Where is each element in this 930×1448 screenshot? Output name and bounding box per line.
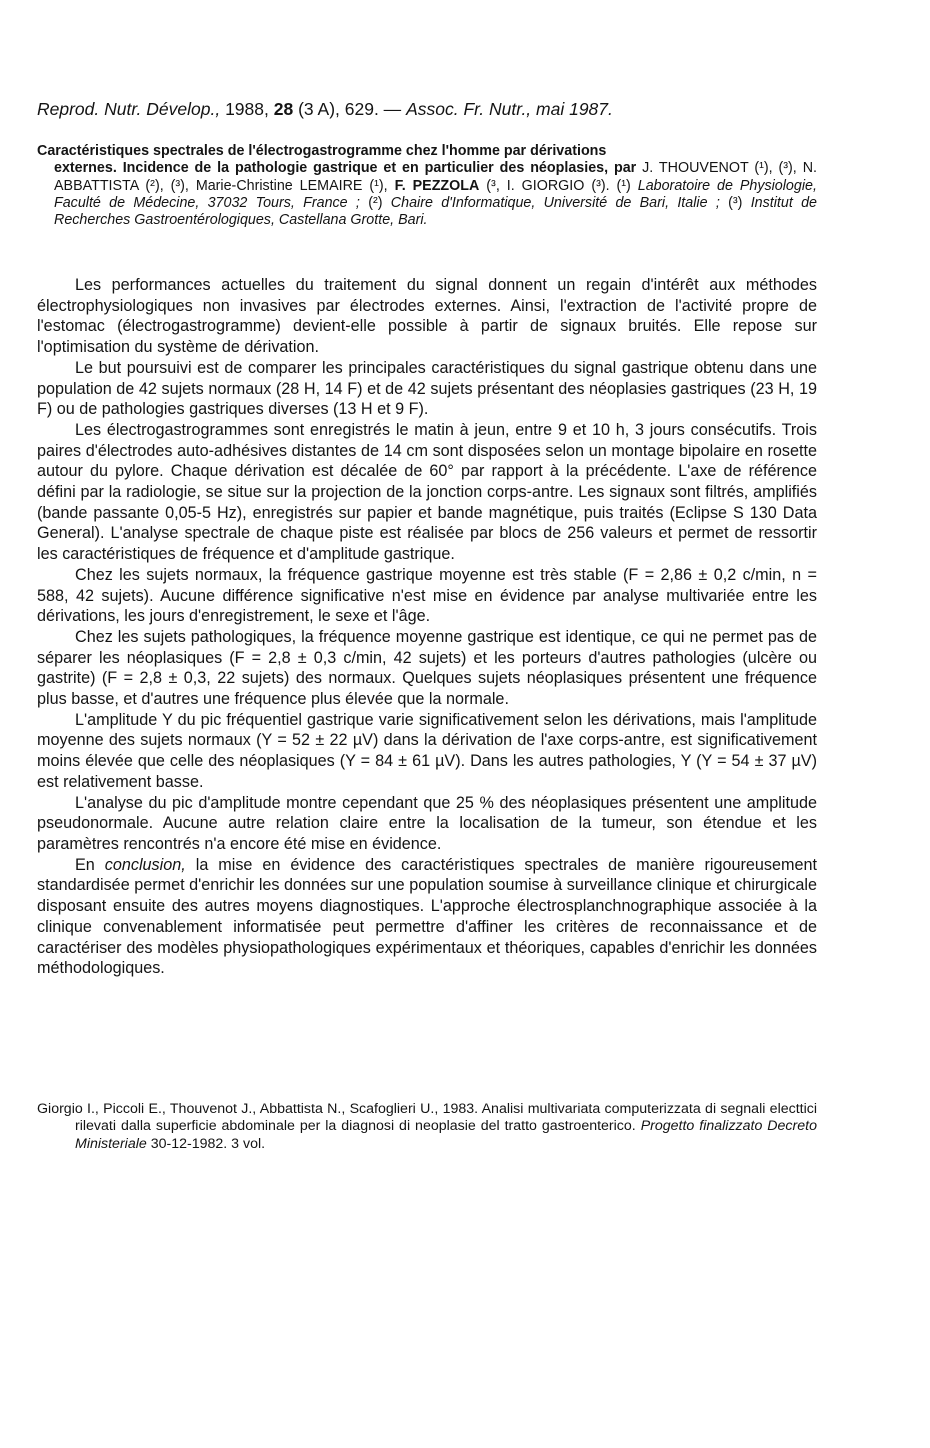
affiliation-1: Laboratoire de Physiologie, Faculté de Médecine, 37032 Tours, France ; <box>54 177 817 211</box>
journal-issue-pages: (3 A), 629. — <box>298 99 402 119</box>
article-title-rest: externes. Incidence de la pathologie gastrique et en particulier des néoplasies, par <box>54 160 637 177</box>
journal-volume: 28 <box>273 99 294 119</box>
author-abbattista-affil: (²), (³), <box>145 177 189 194</box>
author-lemaire: Marie-Christine LEMAIRE <box>195 177 363 194</box>
article-title-block <box>37 143 817 229</box>
affiliation-marker-3: (³) <box>728 194 743 211</box>
article-title-continuation <box>37 160 817 229</box>
reference-date: 30-12-1982. 3 vol. <box>150 1135 266 1152</box>
author-pezzola-affil: (³, <box>486 177 500 194</box>
body-paragraph-2: Le but poursuivi est de comparer les principales caractéristiques du signal gastrique obtenu dans une population de 42 sujets normaux (28 H, 14 F) et de 42 sujets présentant des néoplasies gastriques (23 H, 19 F) ou de pathologies gastriques diverses (13 H et 9 F). <box>37 358 817 419</box>
body-paragraph-6: L'amplitude Y du pic fréquentiel gastrique varie significativement selon les dérivations, mais l'amplitude moyenne des sujets normaux (Y = 52 ± 22 µV) dans la dérivation de l'axe corps-antre, est significativement moins élevée que celle des néoplasiques (Y = 84 ± 61 µV). Dans les autres pathologies, Y (Y = 54 ± 37 µV) est relativement basse. <box>37 710 817 791</box>
author-thouvenot: J. THOUVENOT <box>642 160 749 177</box>
reference-source: Progetto finalizzato Decreto Ministeriale <box>75 1118 817 1152</box>
affiliation-2: Chaire d'Informatique, Université de Bari, Italie ; <box>390 194 720 211</box>
article-title-line1: Caractéristiques spectrales de l'électrogastrogramme chez l'homme par dérivations <box>37 143 607 159</box>
affiliation-marker-2: (²) <box>368 194 383 211</box>
author-thouvenot-affil: (¹), (³), <box>754 160 797 177</box>
journal-year: 1988, <box>225 99 269 119</box>
reference-item <box>37 1101 817 1153</box>
body-paragraph-5: Chez les sujets pathologiques, la fréquence moyenne gastrique est identique, ce qui ne permet pas de séparer les néoplasiques (F = 2,8 ± 0,3 c/min, 42 sujets) et les porteurs d'autres pathologies (ulcère ou gastrite) (F = 2,8 ± 0,3, 22 sujets) des normaux. Quelques sujets néoplasiques présentent une fréquence plus basse, et d'autres une fréquence plus élevée que la normale. <box>37 627 817 709</box>
body-paragraph-1: Les performances actuelles du traitement du signal donnent un regain d'intérêt aux méthodes électrophysiologiques non invasives par électrodes externes. Ainsi, l'extraction de l'activité propre de l'estomac (électrogastrogramme) devient-elle possible à partir de signaux bruités. Elle repose sur l'optimisation du système de dérivation. <box>37 276 817 357</box>
body-paragraph-conclusion <box>37 855 817 979</box>
body-paragraph-4: Chez les sujets normaux, la fréquence gastrique moyenne est très stable (F = 2,86 ± 0,2 c/min, n = 588, 42 sujets). Aucune différence significative n'est mise en évidence par analyse multivariée entre les dérivations, les jours d'enregistrement, le sexe et l'âge. <box>37 565 817 626</box>
conclusion-keyword: conclusion, <box>104 855 186 874</box>
author-abbattista: N. ABBATTISTA <box>54 160 817 194</box>
author-pezzola: F. PEZZOLA <box>394 177 480 194</box>
author-giorgio: I. GIORGIO <box>506 177 585 194</box>
reference-citation: Giorgio I., Piccoli E., Thouvenot J., Abbattista N., Scafoglieri U., 1983. Analisi multivariata computerizzata di segnali electtici rilevati dalla superficie abdominale per la diagnosi di neoplasie del tratto gastroenterico. <box>37 1101 817 1135</box>
article-body <box>37 275 817 979</box>
references <box>37 1101 817 1153</box>
author-lemaire-affil: (¹), <box>369 177 388 194</box>
conclusion-lead: En <box>75 855 95 874</box>
association-line: Assoc. Fr. Nutr., mai 1987. <box>406 99 613 119</box>
affiliation-3: Institut de Recherches Gastroentérologiques, Castellana Grotte, Bari. <box>54 194 817 229</box>
journal-name: Reprod. Nutr. Dévelop., <box>37 99 221 119</box>
affiliation-marker-1: (¹) <box>616 177 631 194</box>
conclusion-text: la mise en évidence des caractéristiques spectrales de manière rigoureusement standardisée permet d'enrichir les données sur une population soumise à surveillance clinique et chirurgicale disposant ensuite des autres moyens diagnostiques. L'approche électrosplanchnographique associée à la clinique convenablement informatisée peut permettre d'affiner les critères de reconnaissance et de caractériser des modèles physiopathologiques expérimentaux et théoriques, capables d'enrichir les données méthodologiques. <box>37 855 817 978</box>
journal-header <box>37 98 837 120</box>
body-paragraph-3: Les électrogastrogrammes sont enregistrés le matin à jeun, entre 9 et 10 h, 3 jours consécutifs. Trois paires d'électrodes auto-adhésives distantes de 14 cm sont disposées selon un montage bipolaire en rosette autour du pylore. Chaque dérivation est décalée de 60° par rapport à la précédente. L'axe de référence défini par la radiologie, se situe sur la projection de la jonction corps-antre. Les signaux sont filtrés, amplifiés (bande passante 0,05-5 Hz), enregistrés sur papier et bande magnétique, puis traités (Eclipse S 130 Data General). L'analyse spectrale de chaque piste est réalisée par blocs de 256 valeurs et permet de ressortir les caractéristiques de fréquence et d'amplitude gastrique. <box>37 420 817 564</box>
author-giorgio-affil: (³). <box>591 177 610 194</box>
body-paragraph-7: L'analyse du pic d'amplitude montre cependant que 25 % des néoplasiques présentent une amplitude pseudonormale. Aucune autre relation claire entre la localisation de la tumeur, son étendue et les paramètres rencontrés n'a encore été mise en évidence. <box>37 793 817 853</box>
